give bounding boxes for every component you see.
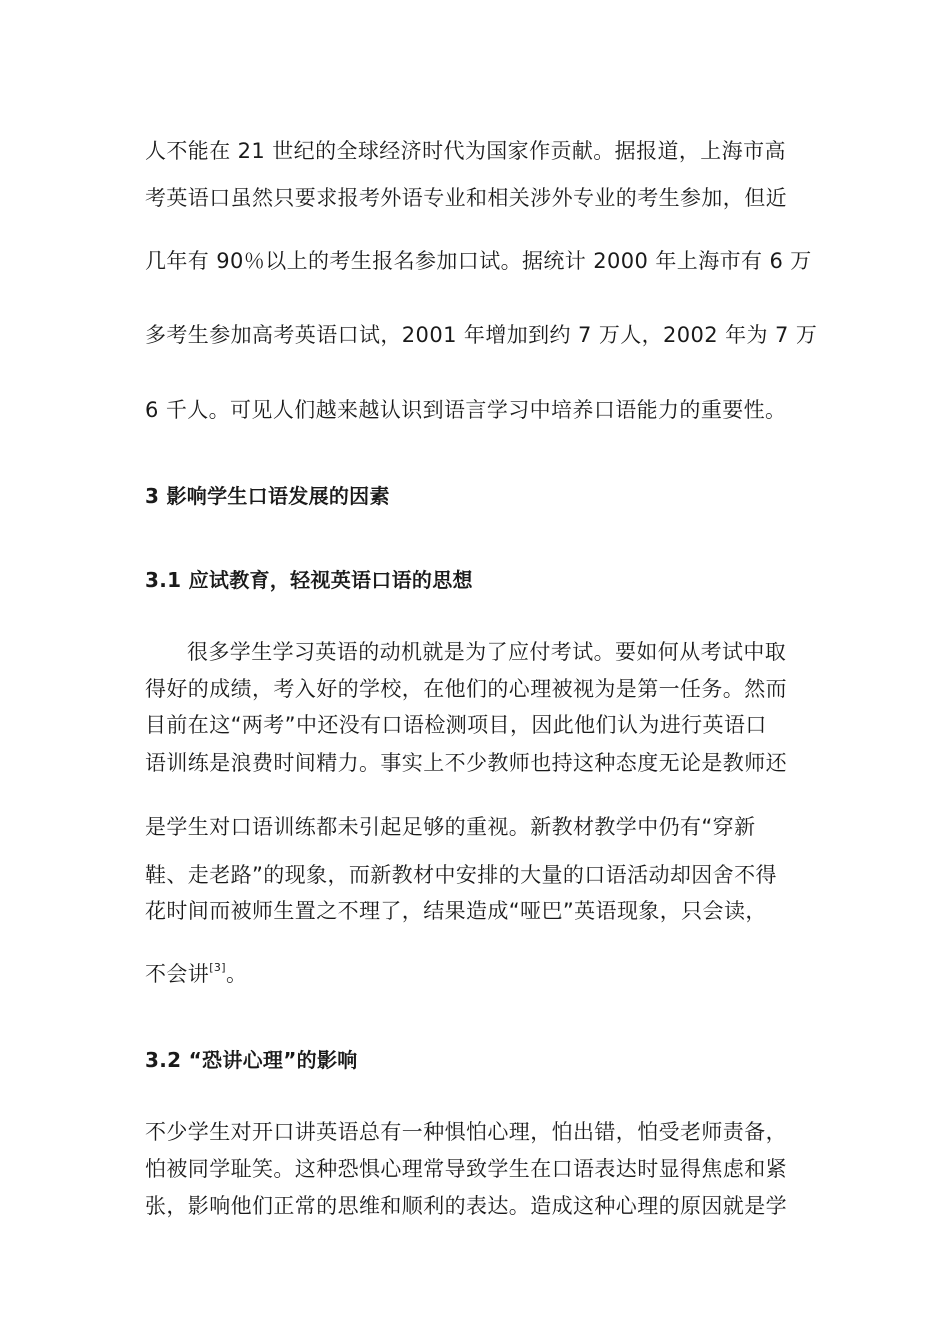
- citation-reference[interactable]: [3]: [209, 961, 226, 974]
- paragraph-line: 张，影响他们正常的思维和顺利的表达。造成这种心理的原因就是学: [145, 1194, 787, 1218]
- paragraph-line: 多考生参加高考英语口试，2001 年增加到约 7 万人，2002 年为 7 万: [145, 323, 818, 347]
- paragraph-line: 几年有 90％以上的考生报名参加口试。据统计 2000 年上海市有 6 万: [145, 249, 812, 273]
- paragraph-line: 花时间而被师生置之不理了，结果造成“哑巴”英语现象，只会读，: [145, 899, 767, 923]
- paragraph-line: 鞋、走老路”的现象，而新教材中安排的大量的口语活动却因舍不得: [145, 863, 777, 887]
- paragraph-line: 不少学生对开口讲英语总有一种惧怕心理，怕出错，怕受老师责备，: [145, 1120, 787, 1144]
- paragraph-line: 是学生对口语训练都未引起足够的重视。新教材教学中仍有“穿新: [145, 815, 756, 839]
- subsection-heading: 3.2 “恐讲心理”的影响: [145, 1048, 358, 1072]
- paragraph-line: 怕被同学耻笑。这种恐惧心理常导致学生在口语表达时显得焦虑和紧: [145, 1157, 787, 1181]
- paragraph-line: 人不能在 21 世纪的全球经济时代为国家作贡献。据报道，上海市高: [145, 139, 786, 163]
- subsection-heading: 3.1 应试教育，轻视英语口语的思想: [145, 568, 473, 592]
- paragraph-line: 考英语口虽然只要求报考外语专业和相关涉外专业的考生参加，但近: [145, 186, 787, 210]
- paragraph-line: 6 千人。可见人们越来越认识到语言学习中培养口语能力的重要性。: [145, 398, 787, 422]
- paragraph-text: 。: [226, 962, 248, 986]
- paragraph-line: 得好的成绩，考入好的学校，在他们的心理被视为是第一任务。然而: [145, 677, 787, 701]
- paragraph-line: 很多学生学习英语的动机就是为了应付考试。要如何从考试中取: [187, 640, 787, 664]
- paragraph-line: [145, 959, 810, 989]
- paragraph-text: 不会讲: [145, 962, 210, 986]
- paragraph-line: 目前在这“两考”中还没有口语检测项目，因此他们认为进行英语口: [145, 713, 767, 737]
- paragraph-line: 语训练是浪费时间精力。事实上不少教师也持这种态度无论是教师还: [145, 751, 787, 775]
- section-heading: 3 影响学生口语发展的因素: [145, 484, 390, 508]
